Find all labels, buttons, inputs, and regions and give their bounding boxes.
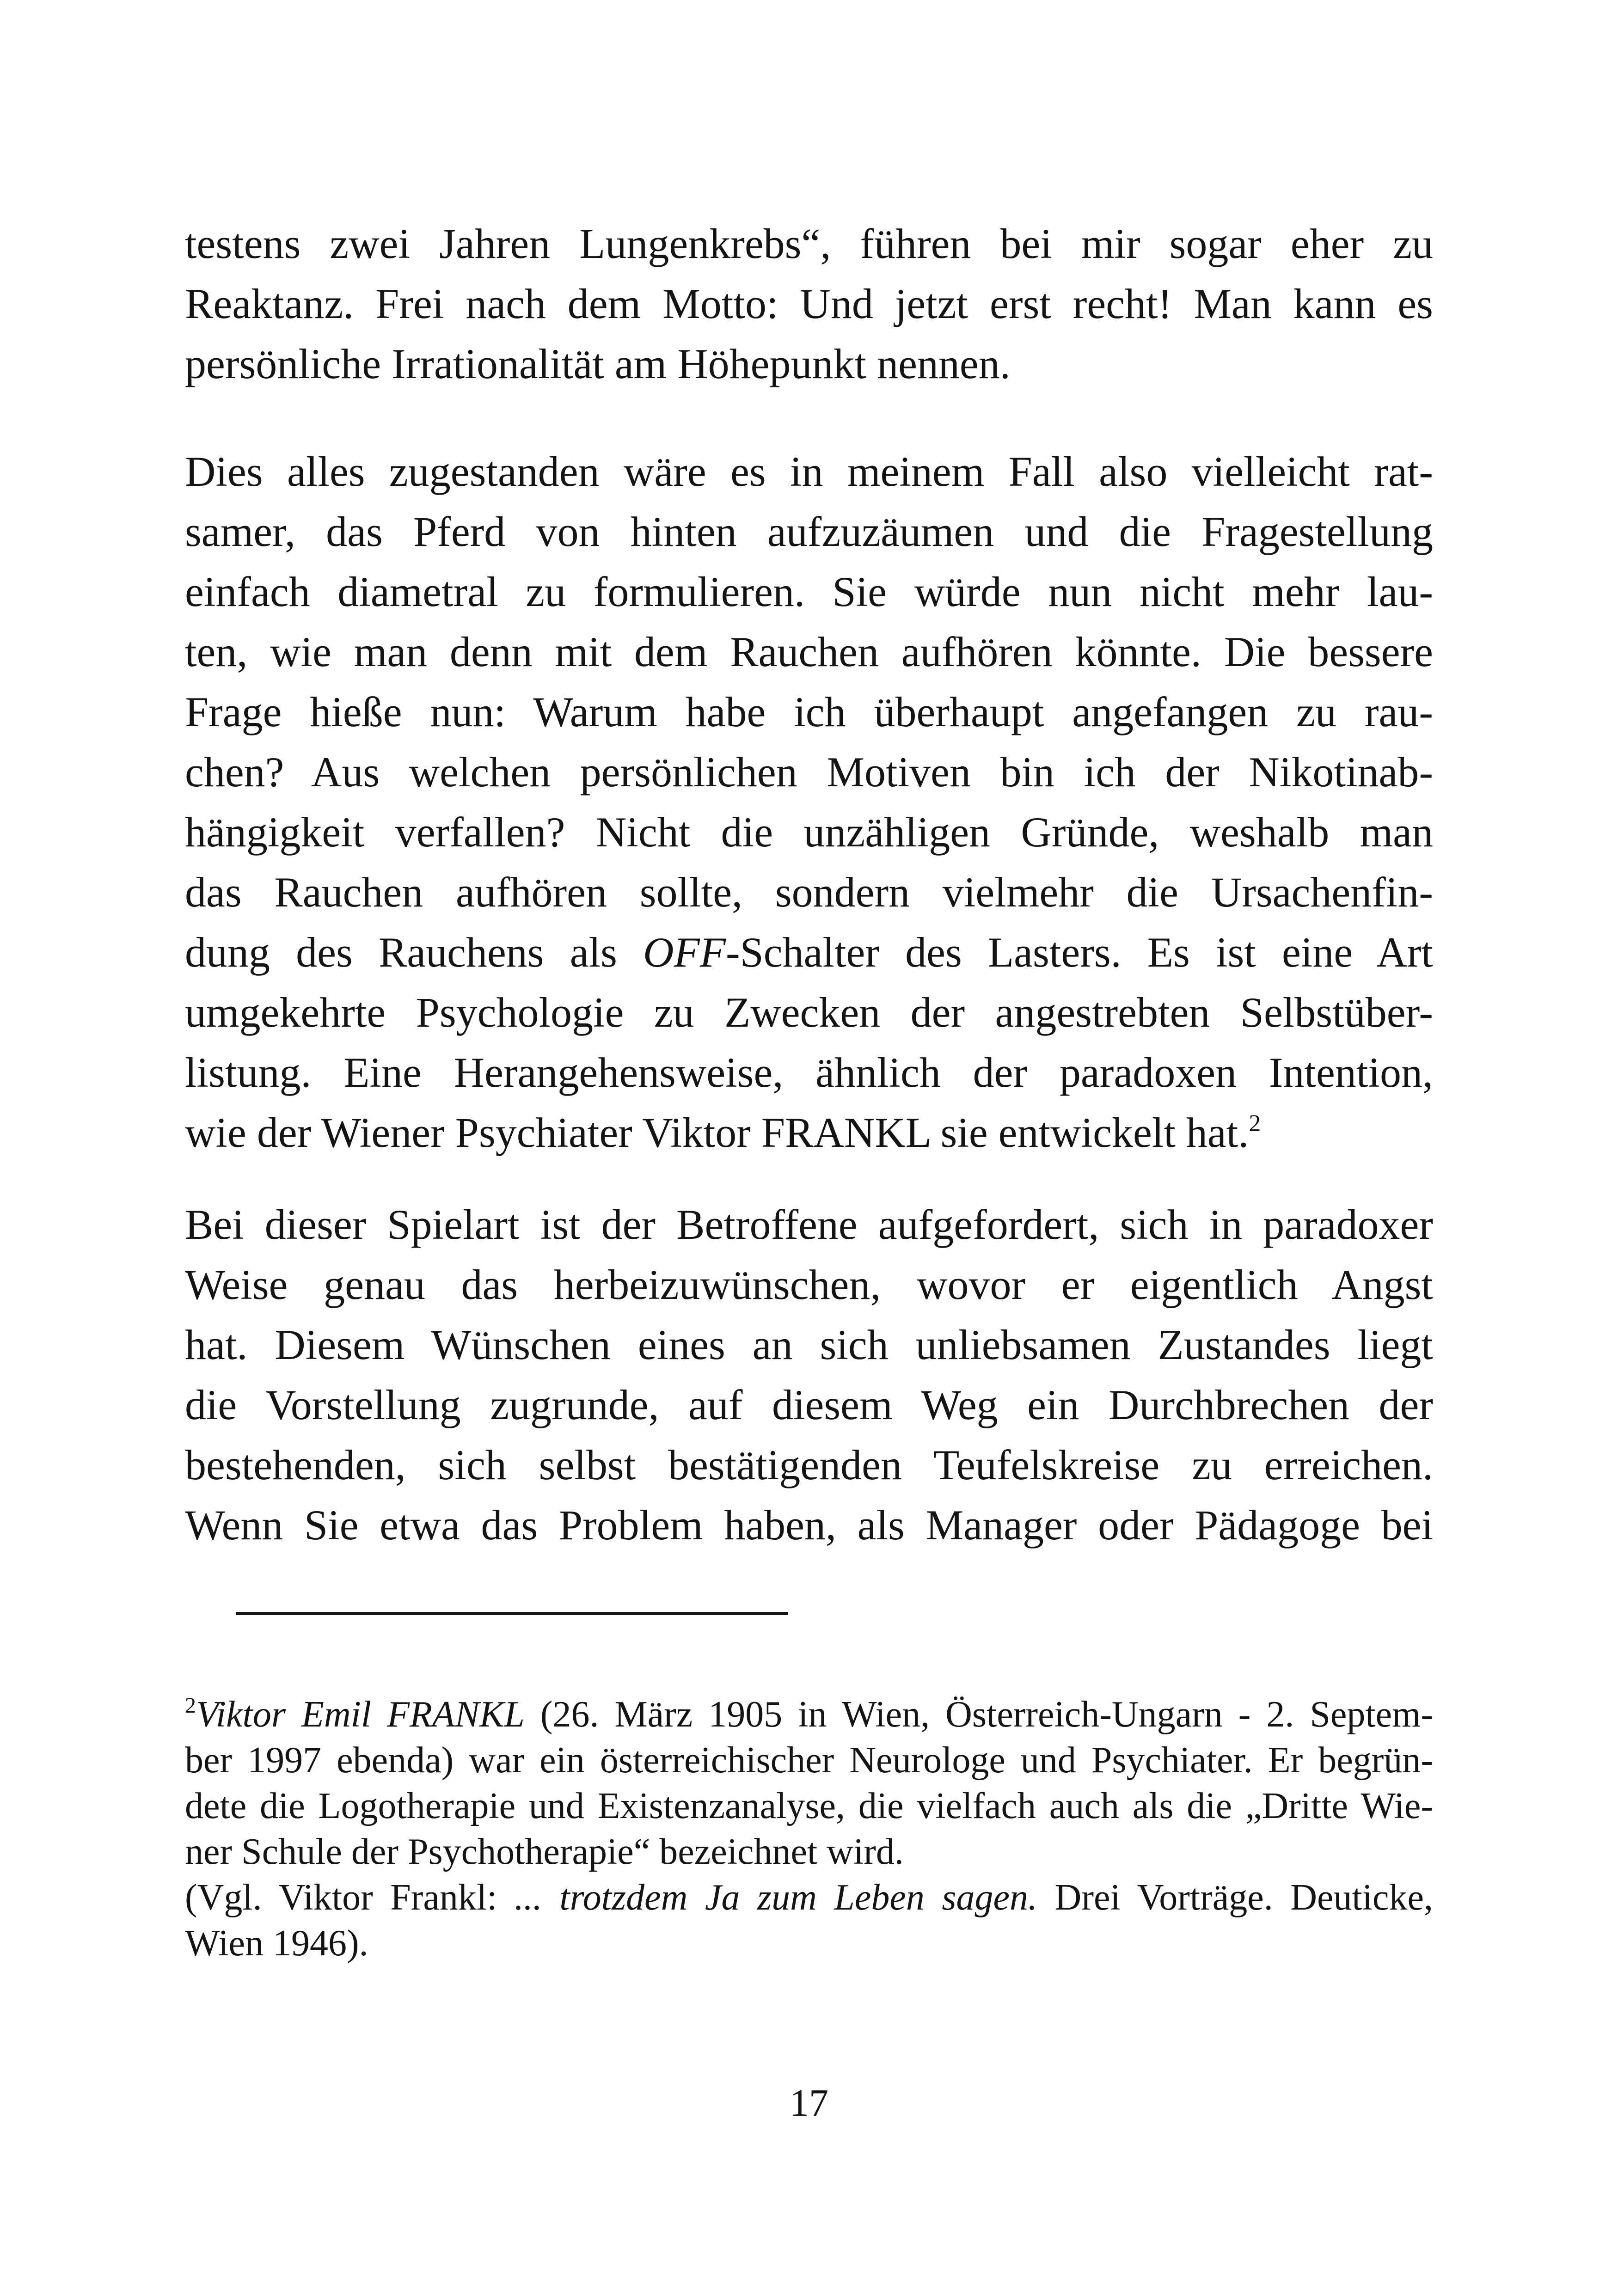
paragraph-line: einfach diametral zu formulieren. Sie würde nun nicht mehr lau- [185, 568, 1433, 615]
paragraph-line: umgekehrte Psychologie zu Zwecken der angestrebten Selbstüber- [185, 989, 1433, 1036]
line-text: dung des Rauchens als [185, 929, 644, 976]
footnote-line [185, 1692, 1433, 1738]
paragraph-line: testens zwei Jahren Lungenkrebs“, führen bei mir sogar eher zu [185, 220, 1433, 267]
paragraph-line: ten, wie man denn mit dem Rauchen aufhören könnte. Die bessere [185, 628, 1433, 675]
page-number: 17 [790, 2082, 828, 2125]
paragraph-line: Reaktanz. Frei nach dem Motto: Und jetzt erst recht! Man kann es [185, 280, 1433, 327]
paragraph-line: listung. Eine Herangehensweise, ähnlich der paradoxen Intention, [185, 1049, 1433, 1096]
footnote-name: Viktor Emil FRANKL [196, 1694, 525, 1735]
italic-off-term: OFF [643, 929, 726, 976]
line-text: (26. März 1905 in Wien, Österreich-Ungarn - 2. Septem- [524, 1694, 1433, 1735]
paragraph-line: Weise genau das herbeizuwünschen, wovor er eigentlich Angst [185, 1261, 1433, 1308]
paragraph-line: samer, das Pferd von hinten aufzuzäumen und die Fragestellung [185, 508, 1433, 555]
line-text: -Schalter des Lasters. Es ist eine Art [725, 929, 1433, 976]
paragraph-3 [185, 1194, 1433, 1555]
footnote-line: Wien 1946). [185, 1923, 368, 1964]
paragraph-last-line [185, 1102, 1433, 1163]
paragraph-2 [185, 441, 1433, 1163]
paragraph-line: persönliche Irrationalität am Höhepunkt nennen. [185, 340, 1011, 387]
paragraph-line: hängigkeit verfallen? Nicht die unzähligen Gründe, weshalb man [185, 808, 1433, 856]
line-text: Drei Vorträge. Deuticke, [1037, 1877, 1434, 1918]
cited-title: ... trotzdem Ja zum Leben sagen. [514, 1877, 1038, 1918]
footnote [185, 1692, 1433, 1966]
paragraph-line: bestehenden, sich selbst bestätigenden Teufelskreise zu erreichen. [185, 1441, 1433, 1488]
footnote-line: dete die Logotherapie und Existenzanalyse, die vielfach auch als die „Dritte Wie- [185, 1786, 1433, 1826]
paragraph-line: chen? Aus welchen persönlichen Motiven bin ich der Nikotinab- [185, 748, 1433, 796]
paragraph-line: hat. Diesem Wünschen eines an sich unliebsamen Zustandes liegt [185, 1321, 1433, 1368]
footnote-reference[interactable]: 2 [1249, 1110, 1261, 1137]
paragraph-line: die Vorstellung zugrunde, auf diesem Weg ein Durchbrechen der [185, 1381, 1433, 1428]
paragraph-line: Frage hieße nun: Warum habe ich überhaupt angefangen zu rau- [185, 688, 1433, 735]
line-text: wie der Wiener Psychiater Viktor FRANKL sie entwickelt hat. [185, 1109, 1249, 1156]
footnote-separator [236, 1612, 788, 1615]
paragraph-line-with-italic [185, 922, 1433, 982]
paragraph-1 [185, 214, 1433, 394]
footnote-line: ber 1997 ebenda) war ein österreichischer Neurologe und Psychiater. Er begrün- [185, 1740, 1433, 1781]
footnote-line: ner Schule der Psychotherapie“ bezeichnet wird. [185, 1831, 904, 1872]
footnote-citation-line [185, 1875, 1433, 1921]
paragraph-line: Dies alles zugestanden wäre es in meinem Fall also vielleicht rat- [185, 448, 1433, 495]
paragraph-line: Bei dieser Spielart ist der Betroffene aufgefordert, sich in paradoxer [185, 1201, 1433, 1248]
paragraph-line: das Rauchen aufhören sollte, sondern vielmehr die Ursachenfin- [185, 869, 1433, 916]
footnote-mark: 2 [185, 1693, 196, 1718]
paragraph-line: Wenn Sie etwa das Problem haben, als Manager oder Pädagoge bei [185, 1501, 1433, 1549]
line-text: (Vgl. Viktor Frankl: [185, 1877, 515, 1918]
